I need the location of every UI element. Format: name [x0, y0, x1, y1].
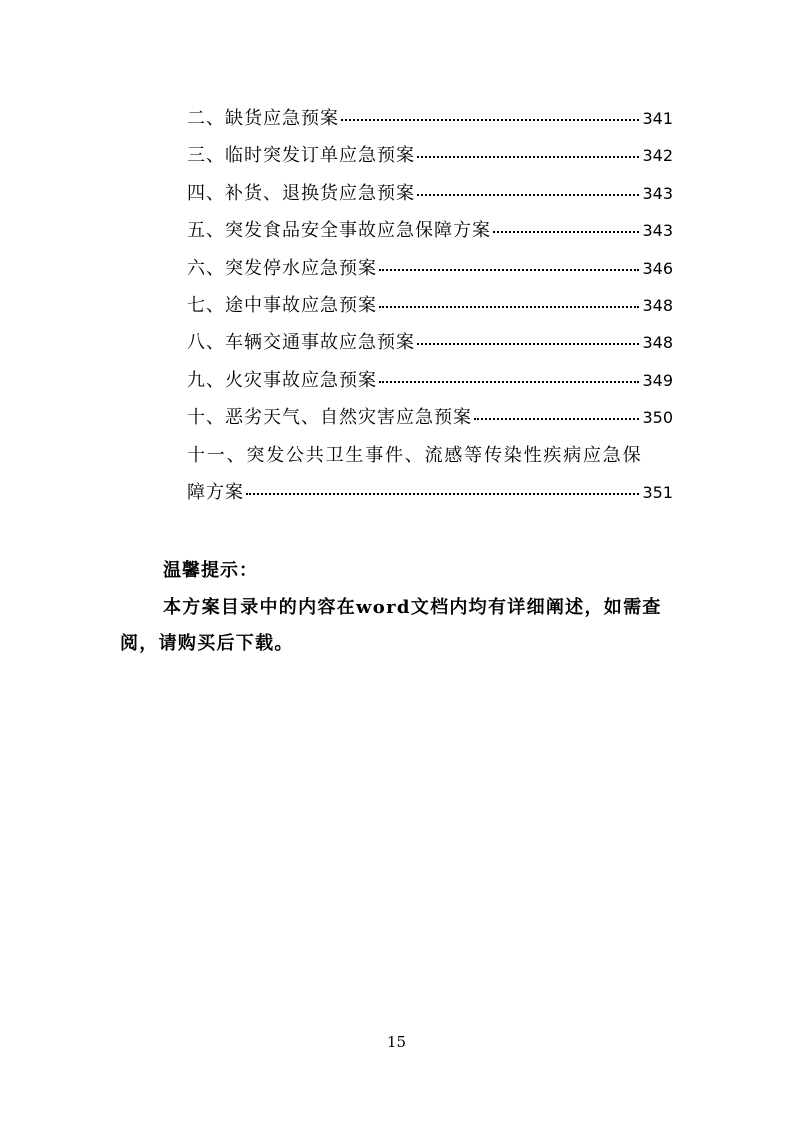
- toc-entry-title: 十一、突发公共卫生事件、流感等传染性疾病应急保: [187, 444, 643, 466]
- toc-entry-page: 348: [642, 333, 673, 353]
- toc-entry-page: 343: [642, 221, 673, 241]
- toc-dot-leader: [493, 231, 639, 233]
- toc-entry[interactable]: [187, 179, 673, 216]
- toc-entry[interactable]: [187, 141, 673, 178]
- toc-entry-title: 三、临时突发订单应急预案: [187, 145, 415, 167]
- toc-entry[interactable]: [187, 254, 673, 291]
- toc-dot-leader: [379, 306, 639, 308]
- toc-entry[interactable]: [187, 104, 673, 141]
- toc-entry-page: 341: [642, 109, 673, 128]
- toc-entry-title: 五、突发食品安全事故应急保障方案: [187, 220, 491, 242]
- toc-dot-leader: [417, 156, 639, 158]
- page-number: 15: [386, 1033, 407, 1051]
- toc-entry[interactable]: [187, 216, 673, 253]
- toc-entry-long-line1[interactable]: [187, 441, 673, 478]
- toc-entry-page: 342: [642, 146, 673, 166]
- toc-dot-leader: [379, 269, 639, 271]
- toc-dot-leader: [474, 418, 639, 420]
- toc-entry-title: 十、恶劣天气、自然灾害应急预案: [187, 407, 472, 429]
- toc-entry[interactable]: [187, 328, 673, 365]
- toc-entry[interactable]: [187, 366, 673, 403]
- toc-dot-leader: [417, 194, 639, 196]
- table-of-contents: [187, 104, 673, 515]
- toc-entry-page: 349: [642, 370, 673, 390]
- toc-entry-title: 二、缺货应急预案: [187, 108, 339, 129]
- toc-dot-leader: [379, 381, 639, 383]
- toc-entry-title: 八、车辆交通事故应急预案: [187, 332, 415, 354]
- toc-entry-long-line2[interactable]: [187, 478, 673, 515]
- toc-dot-leader: [417, 343, 639, 345]
- toc-dot-leader: [246, 493, 639, 495]
- notice-title: 温馨提示：: [163, 560, 258, 581]
- toc-entry-page: 346: [642, 258, 673, 278]
- notice-body: 本方案目录中的内容在word文档内均有详细阐述，如需查阅，请购买后下载。: [120, 597, 662, 654]
- toc-entry-page: 351: [642, 482, 673, 502]
- toc-entry-title: 七、途中事故应急预案: [187, 294, 377, 316]
- toc-entry-title: 六、突发停水应急预案: [187, 257, 377, 279]
- toc-entry-page: 350: [642, 408, 673, 428]
- toc-dot-leader: [341, 119, 639, 121]
- toc-entry-title: 四、补货、退换货应急预案: [187, 182, 415, 204]
- toc-entry[interactable]: [187, 291, 673, 328]
- toc-entry-title: 障方案: [187, 481, 244, 503]
- toc-entry-page: 343: [642, 183, 673, 203]
- toc-entry[interactable]: [187, 403, 673, 440]
- toc-entry-page: 348: [642, 295, 673, 315]
- toc-entry-title: 九、火灾事故应急预案: [187, 369, 377, 391]
